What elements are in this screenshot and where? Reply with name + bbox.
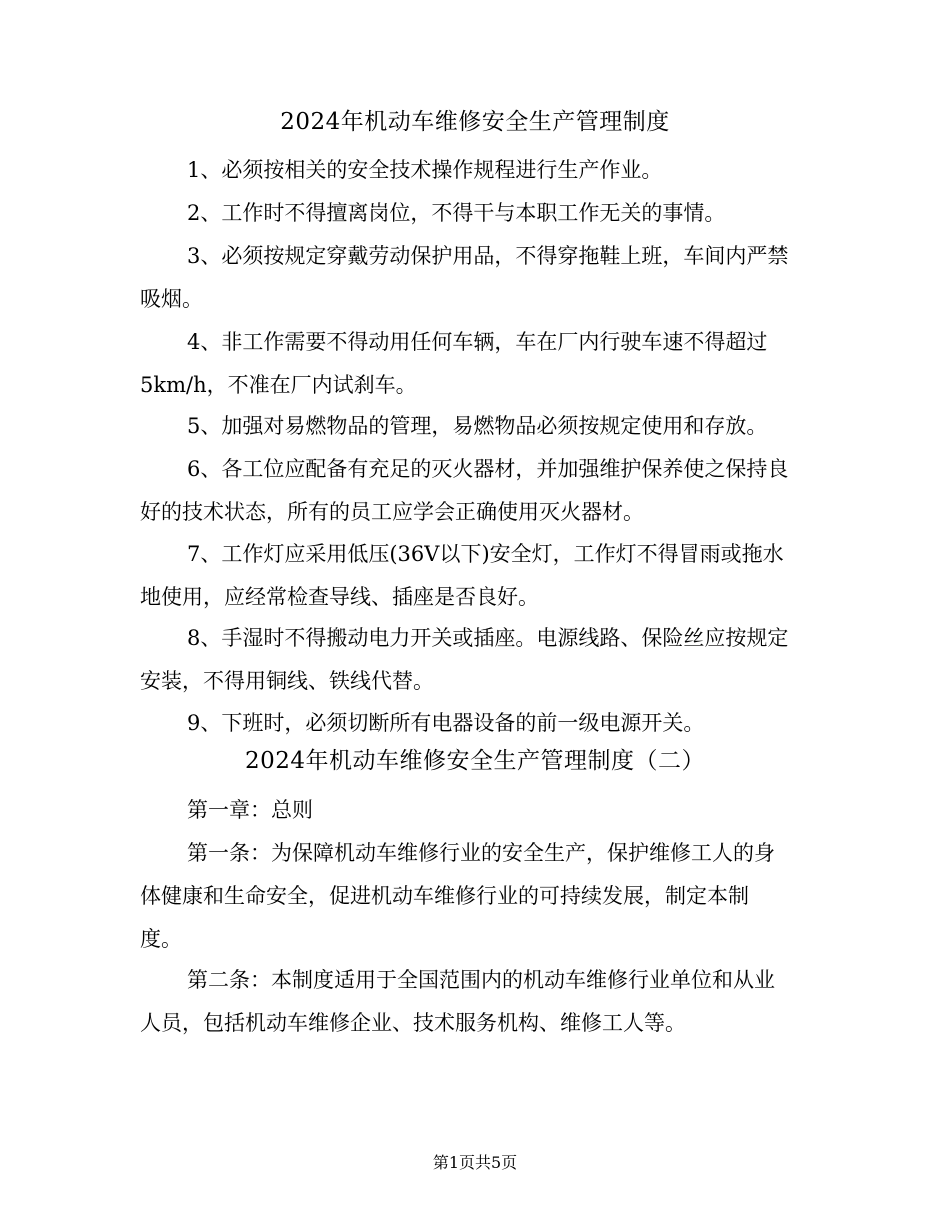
article-line: 第一条：为保障机动车维修行业的安全生产，保护维修工人的身 [187,841,775,865]
rule-line: 9、下班时，必须切断所有电器设备的前一级电源开关。 [187,711,705,735]
rule-item-5 [140,405,810,448]
article-1 [140,832,810,961]
rule-line: 7、工作灯应采用低压(36V以下)安全灯，工作灯不得冒雨或拖水 [187,542,784,566]
chapter-line: 第一章：总则 [187,798,313,822]
article-2 [140,959,810,1045]
rule-item-1 [140,149,810,192]
rule-line: 6、各工位应配备有充足的灭火器材，并加强维护保养使之保持良 [187,457,789,481]
article-line: 度。 [140,927,182,951]
article-line: 体健康和生命安全，促进机动车维修行业的可持续发展，制定本制 [140,884,749,908]
rule-line: 吸烟。 [140,287,203,311]
rule-item-4 [140,321,810,407]
rule-line: 1、必须按相关的安全技术操作规程进行生产作业。 [187,158,663,182]
rule-line: 5、加强对易燃物品的管理，易燃物品必须按规定使用和存放。 [187,414,768,438]
rule-line: 安装，不得用铜线、铁线代替。 [140,669,434,693]
document-title: 2024年机动车维修安全生产管理制度 [280,109,670,135]
chapter-heading [140,789,810,832]
rule-line: 5km/h，不准在厂内试刹车。 [140,373,417,397]
rule-line: 地使用，应经常检查导线、插座是否良好。 [140,585,539,609]
rule-item-2 [140,192,810,235]
article-line: 人员，包括机动车维修企业、技术服务机构、维修工人等。 [140,1011,686,1035]
article-line: 第二条：本制度适用于全国范围内的机动车维修行业单位和从业 [187,968,775,992]
rule-item-6 [140,448,810,534]
rule-item-8 [140,617,810,703]
rule-item-3 [140,235,810,321]
page-number: 第1页共5页 [432,1153,518,1172]
rule-line: 8、手湿时不得搬动电力开关或插座。电源线路、保险丝应按规定 [187,626,789,650]
section-title: 2024年机动车维修安全生产管理制度（二） [244,748,706,774]
rule-line: 好的技术状态，所有的员工应学会正确使用灭火器材。 [140,500,644,524]
rule-line: 4、非工作需要不得动用任何车辆，车在厂内行驶车速不得超过 [187,330,768,354]
rule-item-7 [140,533,810,619]
rule-line: 2、工作时不得擅离岗位，不得干与本职工作无关的事情。 [187,201,726,225]
rule-line: 3、必须按规定穿戴劳动保护用品，不得穿拖鞋上班，车间内严禁 [187,244,789,268]
rule-item-9 [140,702,810,745]
